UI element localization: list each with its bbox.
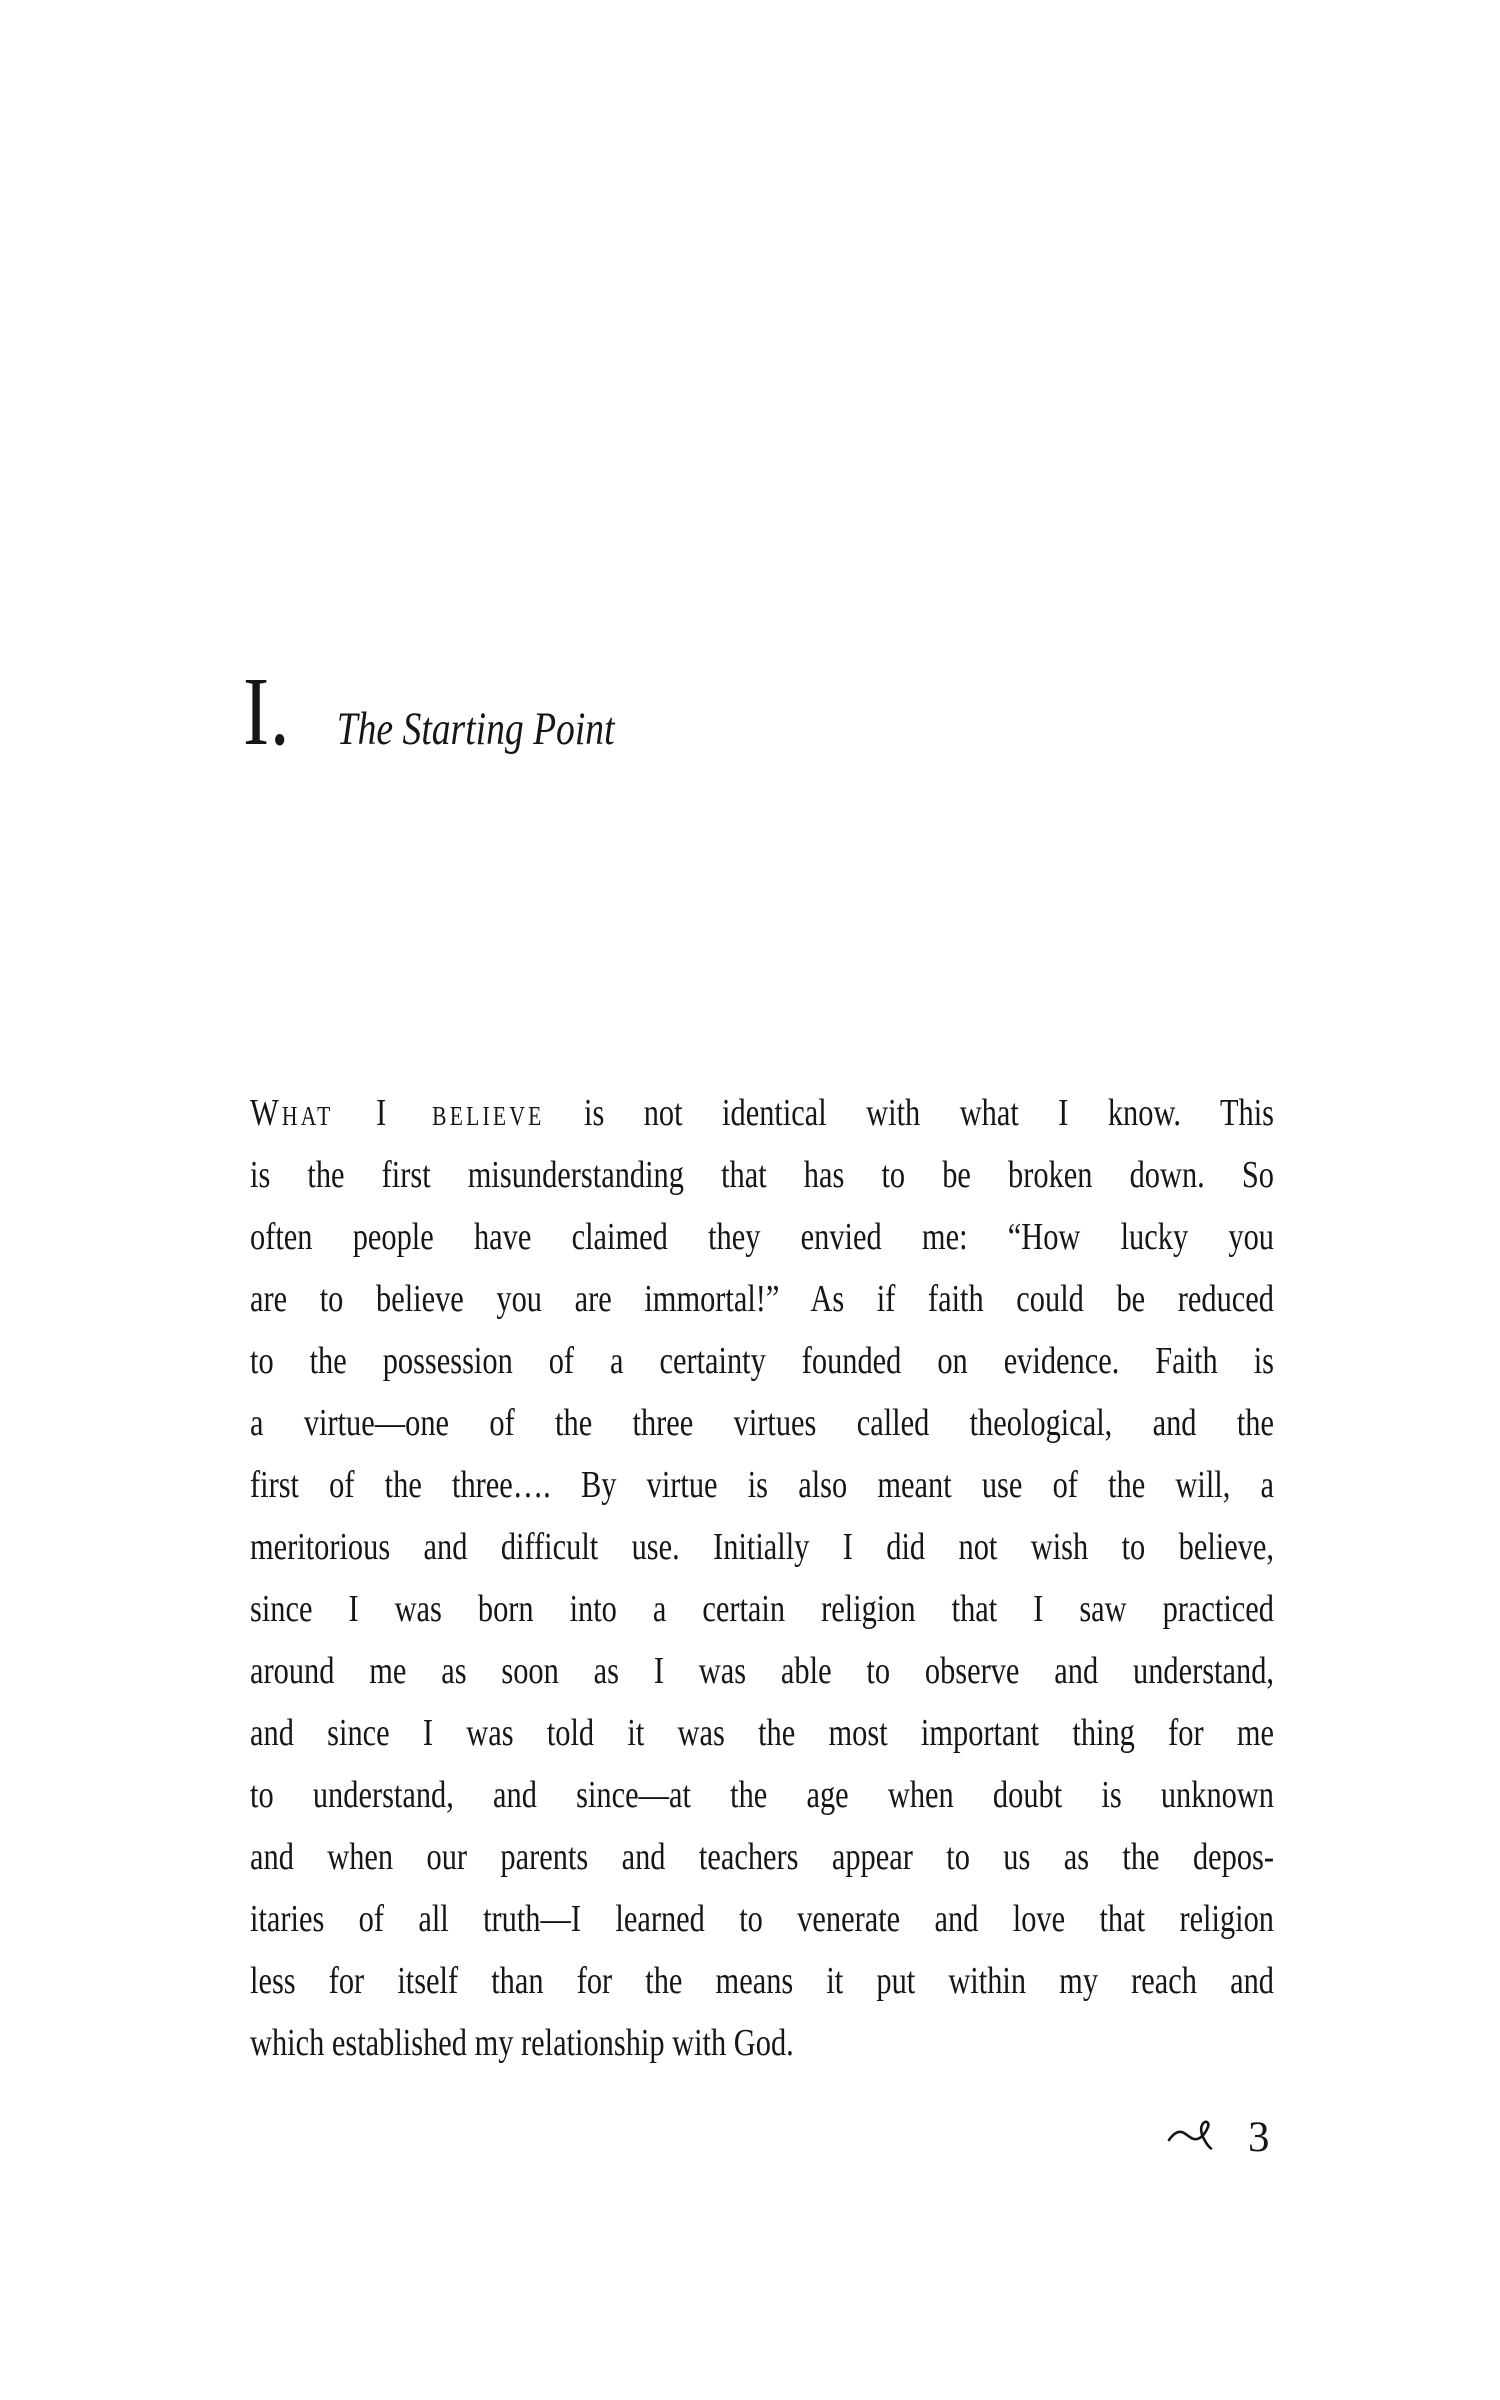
chapter-number: I. <box>243 658 291 766</box>
body-line: is the first misunderstanding that has to be broken down. So <box>250 1154 1274 1196</box>
swash-flourish-icon <box>1146 2106 1256 2166</box>
lead-in-small-caps: What I believe <box>250 1092 545 1134</box>
chapter-heading <box>243 658 615 766</box>
body-line: to the possession of a certainty founded on evidence. Faith is <box>250 1340 1274 1382</box>
body-line: itaries of all truth—I learned to venerate and love that religion <box>250 1898 1274 1940</box>
body-line: first of the three…. By virtue is also meant use of the will, a <box>250 1464 1274 1506</box>
body-line: which established my relationship with God. <box>250 2022 794 2064</box>
body-line: to understand, and since—at the age when doubt is unknown <box>250 1774 1274 1816</box>
chapter-title: The Starting Point <box>336 703 615 755</box>
body-text <box>250 1082 1274 2074</box>
body-line: often people have claimed they envied me: “How lucky you <box>250 1216 1274 1258</box>
body-line: around me as soon as I was able to observe and understand, <box>250 1650 1274 1692</box>
body-line: and when our parents and teachers appear to us as the depos- <box>250 1836 1274 1878</box>
body-line: are to believe you are immortal!” As if faith could be reduced <box>250 1278 1274 1320</box>
body-line: less for itself than for the means it put within my reach and <box>250 1960 1274 2002</box>
body-line: and since I was told it was the most important thing for me <box>250 1712 1274 1754</box>
page-number: 3 <box>1248 2114 1270 2161</box>
body-line: meritorious and difficult use. Initially I did not wish to believe, <box>250 1526 1274 1568</box>
body-line: a virtue—one of the three virtues called theological, and the <box>250 1402 1274 1444</box>
body-line: What I believe is not identical with what I know. This <box>250 1092 1274 1134</box>
body-line: since I was born into a certain religion that I saw practiced <box>250 1588 1274 1630</box>
